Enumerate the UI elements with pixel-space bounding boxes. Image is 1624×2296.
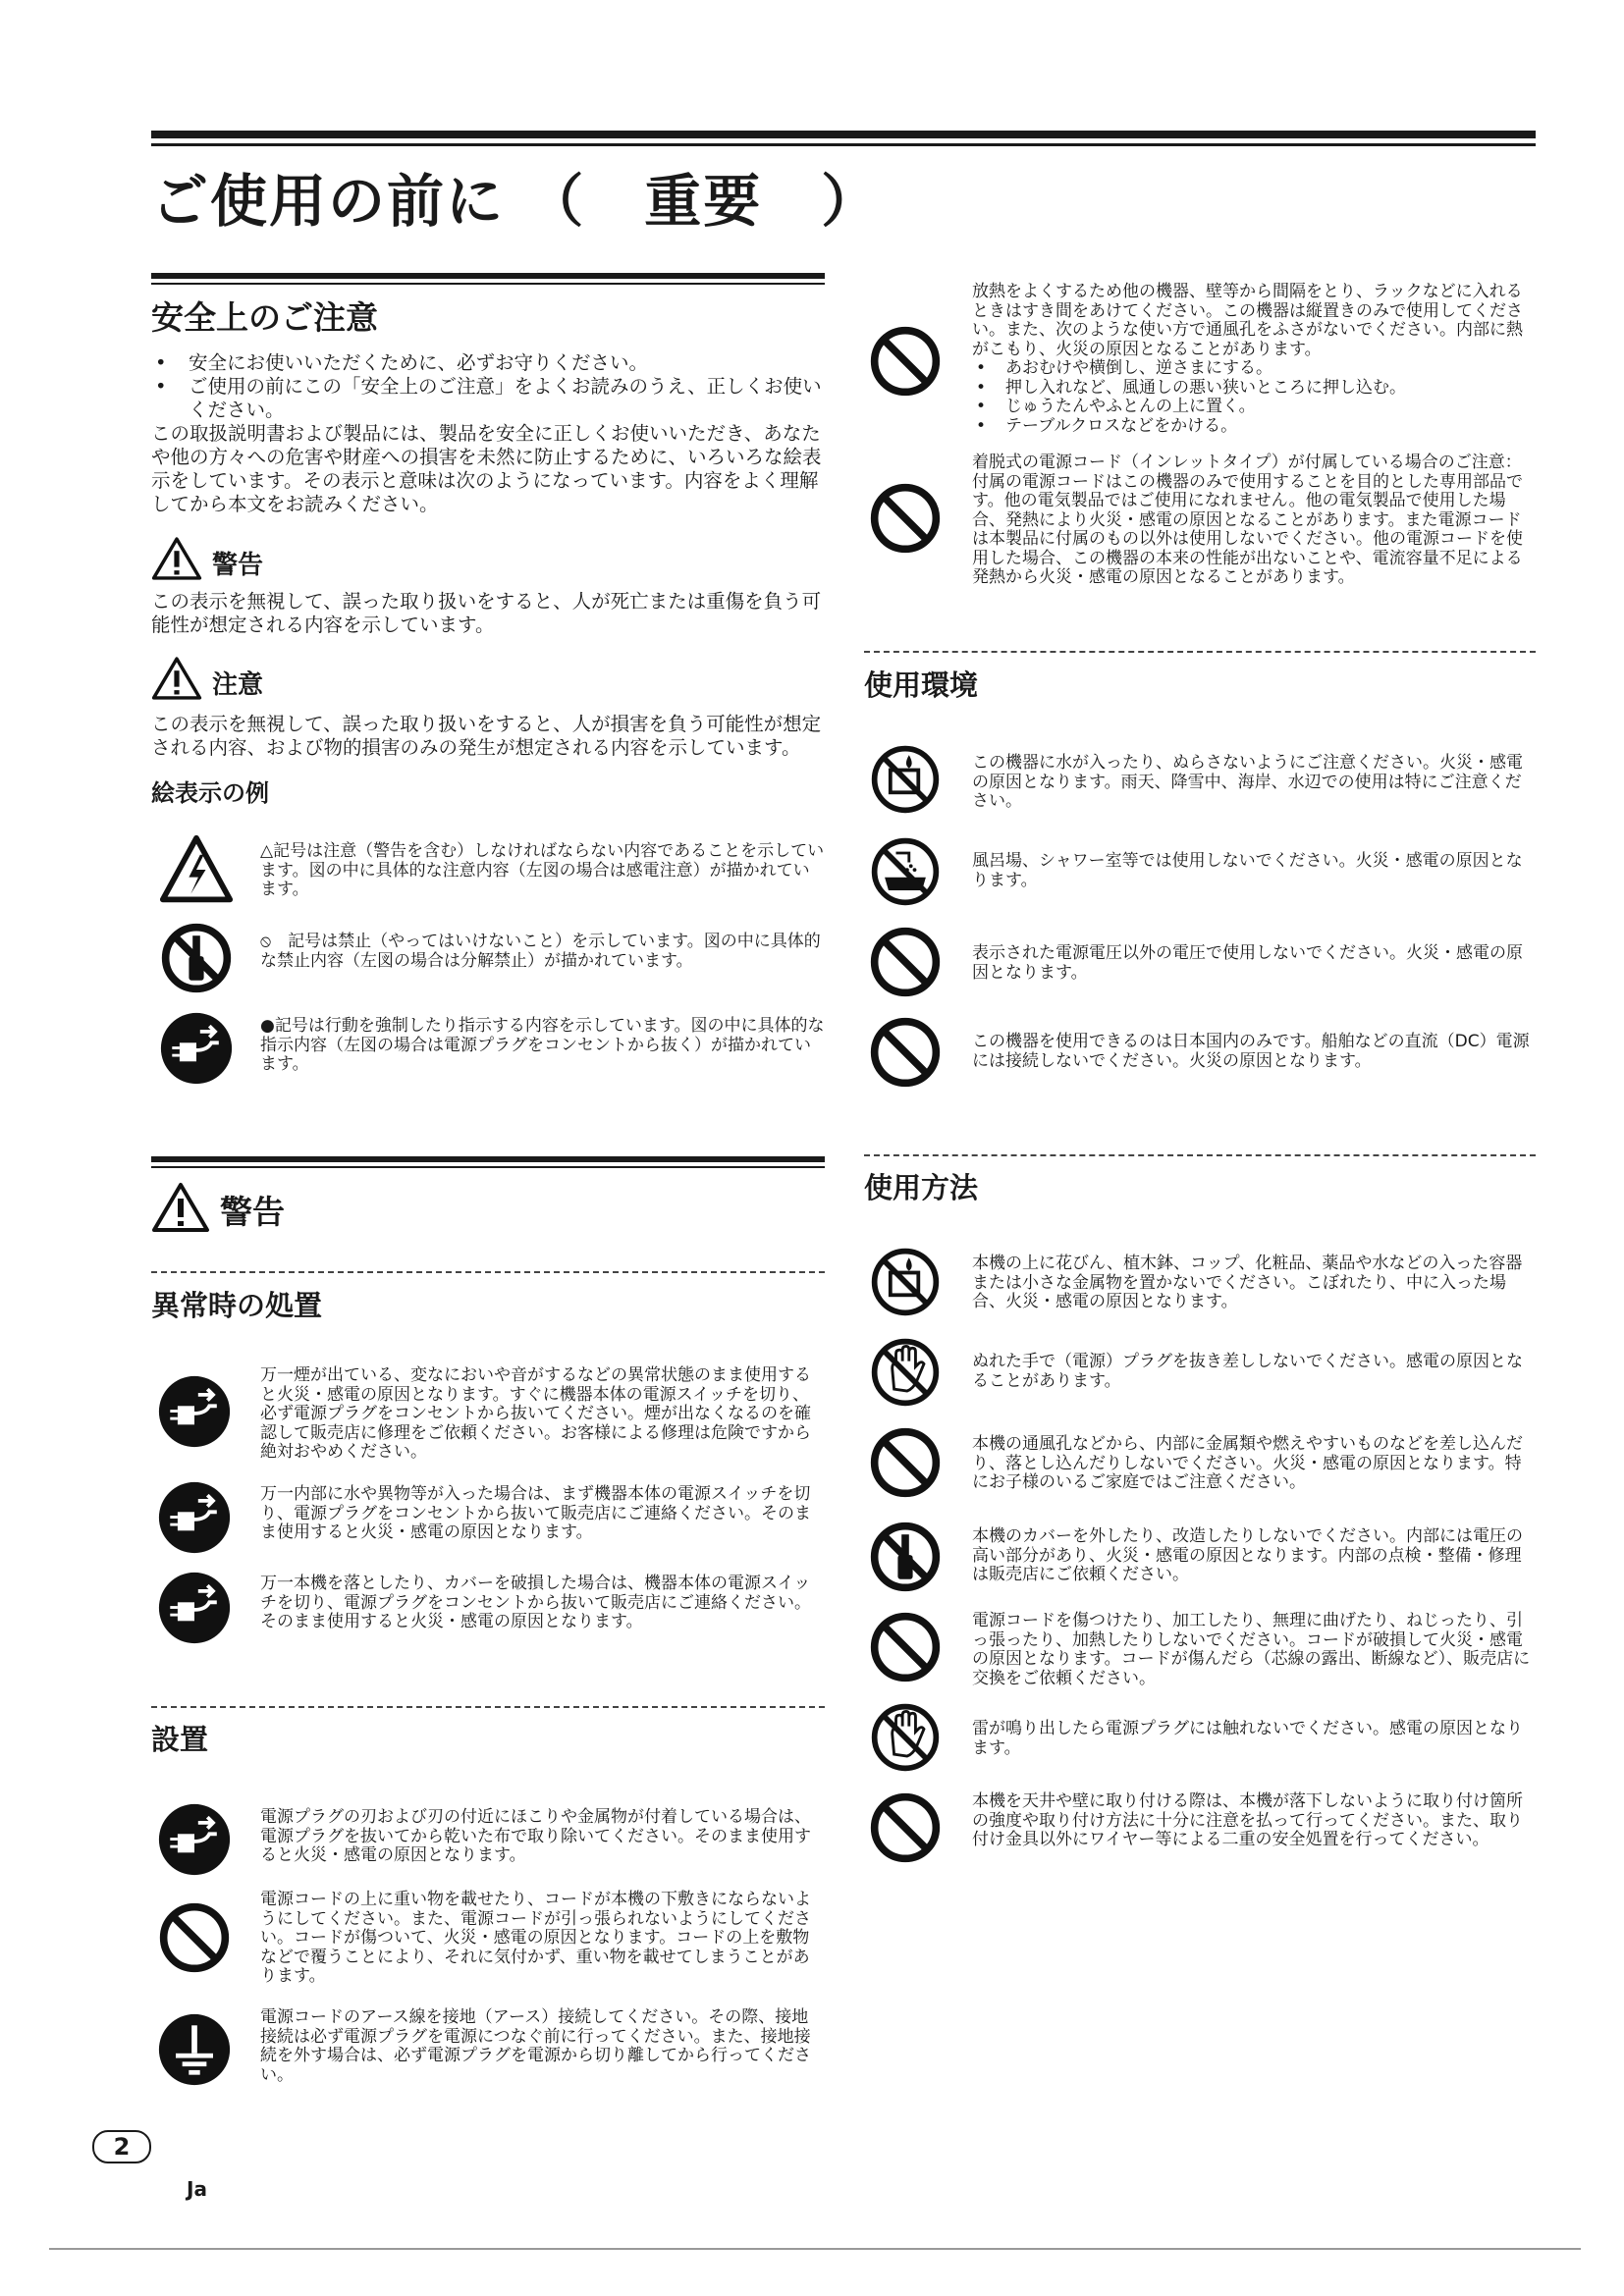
safety-bullets xyxy=(151,351,829,422)
usage-divider xyxy=(864,1154,1536,1156)
abnormal-heading: 異常時の処置 xyxy=(151,1289,323,1322)
usage-item: 本機の上に花びん、植木鉢、コップ、化粧品、薬品や水などの入った容器または小さな金属物を置かないでください。こぼれたり、中に入った場合、火災・感電の原因となります。 xyxy=(972,1254,1523,1311)
unplug-icon xyxy=(157,1480,232,1555)
usage-item: 電源コードを傷つけたり、加工したり、無理に曲げたり、ねじったり、引っ張ったり、加熱したりしないでください。コードが破損して火災・感電の原因となります。コードが傷んだら（芯線の露出、断線など）、販売店に交換をご依頼ください。 xyxy=(972,1611,1531,1688)
footer-rule xyxy=(49,2248,1581,2250)
title-rule-top xyxy=(151,131,1536,138)
ventilation-bullet: • テーブルクロスなどをかける。 xyxy=(972,417,1536,437)
prohibit-icon xyxy=(868,925,943,999)
prohibit-icon xyxy=(868,1015,943,1090)
abnormal-item: 万一内部に水や異物等が入った場合は、まず機器本体の電源スイッチを切り、電源プラグをコンセントから抜いて販売店にご連絡ください。そのまま使用すると火災・感電の原因となります。 xyxy=(260,1484,811,1542)
prohibit-icon xyxy=(868,1425,943,1500)
warning-triangle-icon xyxy=(151,1182,210,1233)
ventilation-block xyxy=(972,283,1536,436)
prohibit-icon xyxy=(157,1900,232,1975)
warning-label-block xyxy=(151,536,263,581)
no-disassemble-icon xyxy=(868,1520,943,1594)
no-disassemble-icon xyxy=(159,921,234,995)
environment-item: 表示された電源電圧以外の電圧で使用しないでください。火災・感電の原因となります。 xyxy=(972,943,1523,983)
no-water-icon xyxy=(868,742,943,817)
usage-item: ぬれた手で（電源）プラグを抜き差ししないでください。感電の原因となることがあります。 xyxy=(972,1352,1523,1391)
no-bathroom-icon xyxy=(868,834,943,909)
safety-intro-block xyxy=(151,351,829,516)
prohibit-icon xyxy=(868,481,943,556)
page-title: ご使用の前に （ 重要 ） xyxy=(151,168,881,235)
environment-divider xyxy=(864,651,1536,653)
example-mandatory-text: ●記号は行動を強制したり指示する内容を示しています。図の中に具体的な指示内容（左図の場合は電源プラグをコンセントから抜く）が描かれています。 xyxy=(260,1016,825,1074)
usage-item: 雷が鳴り出したら電源プラグには触れないでください。感電の原因となります。 xyxy=(972,1719,1523,1758)
prohibit-icon xyxy=(868,1790,943,1865)
install-item: 電源コードの上に重い物を載せたり、コードが本機の下敷きにならないようにしてください。また、電源コードが引っ張られないようにしてください。コードが傷ついて、火災・感電の原因となります。コードの上を敷物などで覆うことにより、それに気付かず、重い物を載せてしまうことがあります。 xyxy=(260,1890,811,1986)
environment-item: この機器を使用できるのは日本国内のみです。船舶などの直流（DC）電源には接続しないでください。火災の原因となります。 xyxy=(972,1032,1530,1071)
example-prohibit-text: ⦸ 記号は禁止（やってはいけないこと）を示しています。図の中に具体的な禁止内容（左図の場合は分解禁止）が描かれています。 xyxy=(260,932,821,971)
safety-rule-bottom xyxy=(151,283,825,285)
warning-rule-top xyxy=(151,1156,825,1162)
unplug-icon xyxy=(157,1374,232,1449)
language-label: Ja xyxy=(187,2177,207,2201)
ventilation-bullet: • あおむけや横倒し、逆さまにする。 xyxy=(972,359,1536,379)
caution-label: 注意 xyxy=(212,670,264,700)
example-caution-text: △記号は注意（警告を含む）しなければならない内容であることを示しています。図の中に具体的な注意内容（左図の場合は感電注意）が描かれています。 xyxy=(260,841,825,899)
environment-item: この機器に水が入ったり、ぬらさないようにご注意ください。火災・感電の原因となります。雨天、降雪中、海岸、水辺での使用は特にご注意ください。 xyxy=(972,753,1523,811)
unplug-icon xyxy=(159,1011,234,1086)
warning-triangle-icon xyxy=(151,536,202,581)
safety-bullet: • 安全にお使いいただくために、必ずお守りください。 xyxy=(151,351,829,375)
caution-text: この表示を無視して、誤った取り扱いをすると、人が損害を負う可能性が想定される内容、および物的損害のみの発生が想定される内容を示しています。 xyxy=(151,713,822,759)
warning-rule-bottom xyxy=(151,1166,825,1168)
prohibit-icon xyxy=(868,324,943,399)
warning-triangle-icon xyxy=(151,656,202,701)
cord-text: 着脱式の電源コード（インレットタイプ）が付属している場合のご注意：付属の電源コードはこの機器のみで使用することを目的とした専用部品です。他の電気製品ではご使用になれません。他の電気製品で使用した場合、発熱により火災・感電の原因となることがあります。また電源コードは本製品に付属のもの以外は使用しないでください。他の電源コードを使用した場合、この機器の本来の性能が出ないことや、電流容量不足による発熱から火災・感電の原因となることがあります。 xyxy=(972,453,1523,587)
install-item: 電源プラグの刃および刃の付近にほこりや金属物が付着している場合は、電源プラグを抜いてから乾いた布で取り除いてください。そのまま使用すると火災・感電の原因となります。 xyxy=(260,1807,811,1865)
no-wet-hands-icon xyxy=(868,1700,943,1775)
prohibit-icon xyxy=(868,1610,943,1684)
electric-shock-icon xyxy=(159,832,234,907)
safety-rule-top xyxy=(151,273,825,279)
warning-text: この表示を無視して、誤った取り扱いをすると、人が死亡または重傷を負う可能性が想定される内容を示しています。 xyxy=(151,590,822,636)
examples-heading: 絵表示の例 xyxy=(151,779,269,807)
usage-item: 本機を天井や壁に取り付ける際は、本機が落下しないように取り付け箇所の強度や取り付け方法に十分に注意を払って行ってください。また、取り付け金具以外にワイヤー等による二重の安全処置を行ってください。 xyxy=(972,1791,1523,1849)
page-number: 2 xyxy=(92,2130,151,2163)
ventilation-bullet: • じゅうたんやふとんの上に置く。 xyxy=(972,398,1536,417)
abnormal-divider xyxy=(151,1271,825,1273)
install-item: 電源コードのアース線を接地（アース）接続してください。その際、接地接続は必ず電源プラグを電源につなぐ前に行ってください。また、接地接続を外す場合は、必ず電源プラグを電源から切り離してから行ってください。 xyxy=(260,2007,811,2085)
environment-item: 風呂場、シャワー室等では使用しないでください。火災・感電の原因となります。 xyxy=(972,851,1523,890)
safety-heading: 安全上のご注意 xyxy=(151,298,378,337)
warning-label: 警告 xyxy=(212,551,264,580)
install-divider xyxy=(151,1706,825,1708)
abnormal-item: 万一煙が出ている、変なにおいや音がするなどの異常状態のまま使用すると火災・感電の原因となります。すぐに機器本体の電源スイッチを切り、必ず電源プラグをコンセントから抜いてください。煙が出なくなるのを確認して販売店に修理をご依頼ください。お客様による修理は危険ですから絶対おやめください。 xyxy=(260,1365,811,1462)
ventilation-bullet: • 押し入れなど、風通しの悪い狭いところに押し込む。 xyxy=(972,379,1536,399)
abnormal-item: 万一本機を落としたり、カバーを破損した場合は、機器本体の電源スイッチを切り、電源プラグをコンセントから抜いて販売店にご連絡ください。そのまま使用すると火災・感電の原因となります。 xyxy=(260,1574,811,1631)
warning-section-heading: 警告 xyxy=(220,1193,285,1231)
environment-heading: 使用環境 xyxy=(864,668,979,702)
safety-bullet: • ご使用の前にこの「安全上のご注意」をよくお読みのうえ、正しくお使いください。 xyxy=(151,375,829,422)
install-heading: 設置 xyxy=(151,1723,209,1756)
no-wet-hands-icon xyxy=(868,1335,943,1410)
ground-icon xyxy=(157,2012,232,2087)
ventilation-bullets xyxy=(972,359,1536,436)
title-rule-bottom xyxy=(151,143,1536,146)
no-water-icon xyxy=(868,1245,943,1319)
safety-intro-text: この取扱説明書および製品には、製品を安全に正しくお使いいただき、あなたや他の方々への危害や財産への損害を未然に防止するために、いろいろな絵表示をしています。その表示と意味は次のようになっています。内容をよく理解してから本文をお読みください。 xyxy=(151,422,822,515)
usage-item: 本機のカバーを外したり、改造したりしないでください。内部には電圧の高い部分があり、火災・感電の原因となります。内部の点検・整備・修理は販売店にご依頼ください。 xyxy=(972,1526,1523,1584)
usage-heading: 使用方法 xyxy=(864,1171,979,1204)
unplug-icon xyxy=(157,1571,232,1645)
unplug-icon xyxy=(157,1802,232,1877)
caution-label-block xyxy=(151,656,263,701)
usage-item: 本機の通風孔などから、内部に金属類や燃えやすいものなどを差し込んだり、落とし込んだりしないでください。火災・感電の原因となります。特にお子様のいるご家庭ではご注意ください。 xyxy=(972,1434,1523,1492)
warning-section-header xyxy=(151,1182,285,1233)
ventilation-text: 放熱をよくするため他の機器、壁等から間隔をとり、ラックなどに入れるときはすき間をあけてください。この機器は縦置きのみで使用してください。また、次のような使い方で通風孔をふさがないでください。内部に熱がこもり、火災の原因となることがあります。 xyxy=(972,282,1523,359)
